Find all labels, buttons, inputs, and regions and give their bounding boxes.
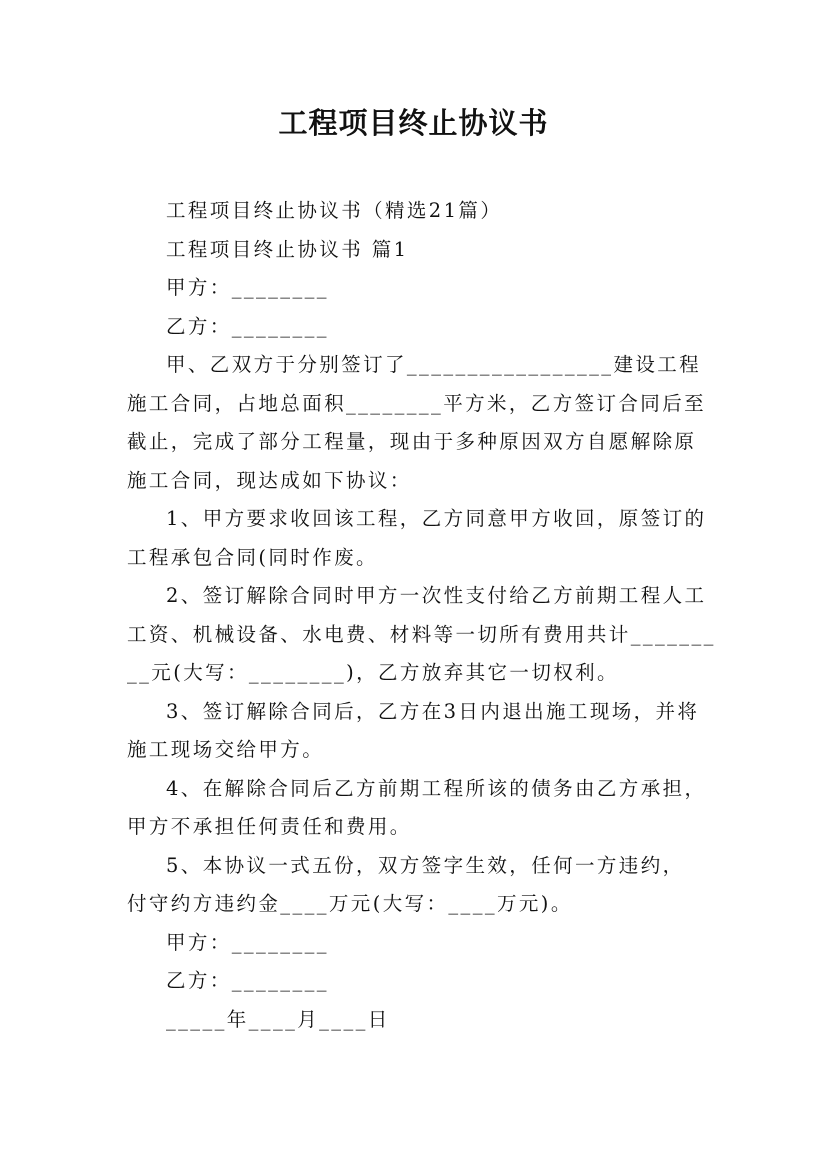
party-a-field-top: 甲方：________ bbox=[166, 276, 329, 299]
party-b-field-bottom: 乙方：________ bbox=[166, 969, 329, 992]
clause-5-line-2: 付守约方违约金____万元(大写：____万元)。 bbox=[127, 892, 573, 915]
clause-5-line-1: 5、本协议一式五份，双方签字生效，任何一方违约， bbox=[166, 853, 685, 877]
party-a-field-bottom: 甲方：________ bbox=[166, 930, 329, 954]
clause-2: 2、签订解除合同时甲方一次性支付给乙方前期工程人工工资、机械设备、水电费、材料等一切所有费用共计_________元(大写：________)，乙方放弃其它一切权利。 bbox=[127, 584, 716, 684]
clause-1: 1、甲方要求收回该工程，乙方同意甲方收回，原签订的工程承包合同(同时作废。 bbox=[127, 507, 707, 569]
document-title: 工程项目终止协议书 bbox=[278, 106, 549, 140]
date-line: _____年____月____日 bbox=[166, 1007, 390, 1031]
document-subtitle: 工程项目终止协议书（精选21篇） bbox=[166, 199, 503, 222]
document-body bbox=[127, 192, 717, 1039]
party-b-field-top: 乙方：________ bbox=[166, 314, 329, 338]
section-heading: 工程项目终止协议书 篇1 bbox=[166, 237, 409, 261]
intro-paragraph: 甲、乙双方于分别签订了_________________建设工程施工合同，占地总面积________平方米，乙方签订合同后至截止，完成了部分工程量，现由于多种原因双方自愿解除原施工合同，现达成如下协议： bbox=[127, 353, 707, 492]
clause-3: 3、签订解除合同后，乙方在3日内退出施工现场，并将施工现场交给甲方。 bbox=[127, 699, 700, 761]
clause-4: 4、在解除合同后乙方前期工程所该的债务由乙方承担，甲方不承担任何责任和费用。 bbox=[127, 776, 707, 838]
